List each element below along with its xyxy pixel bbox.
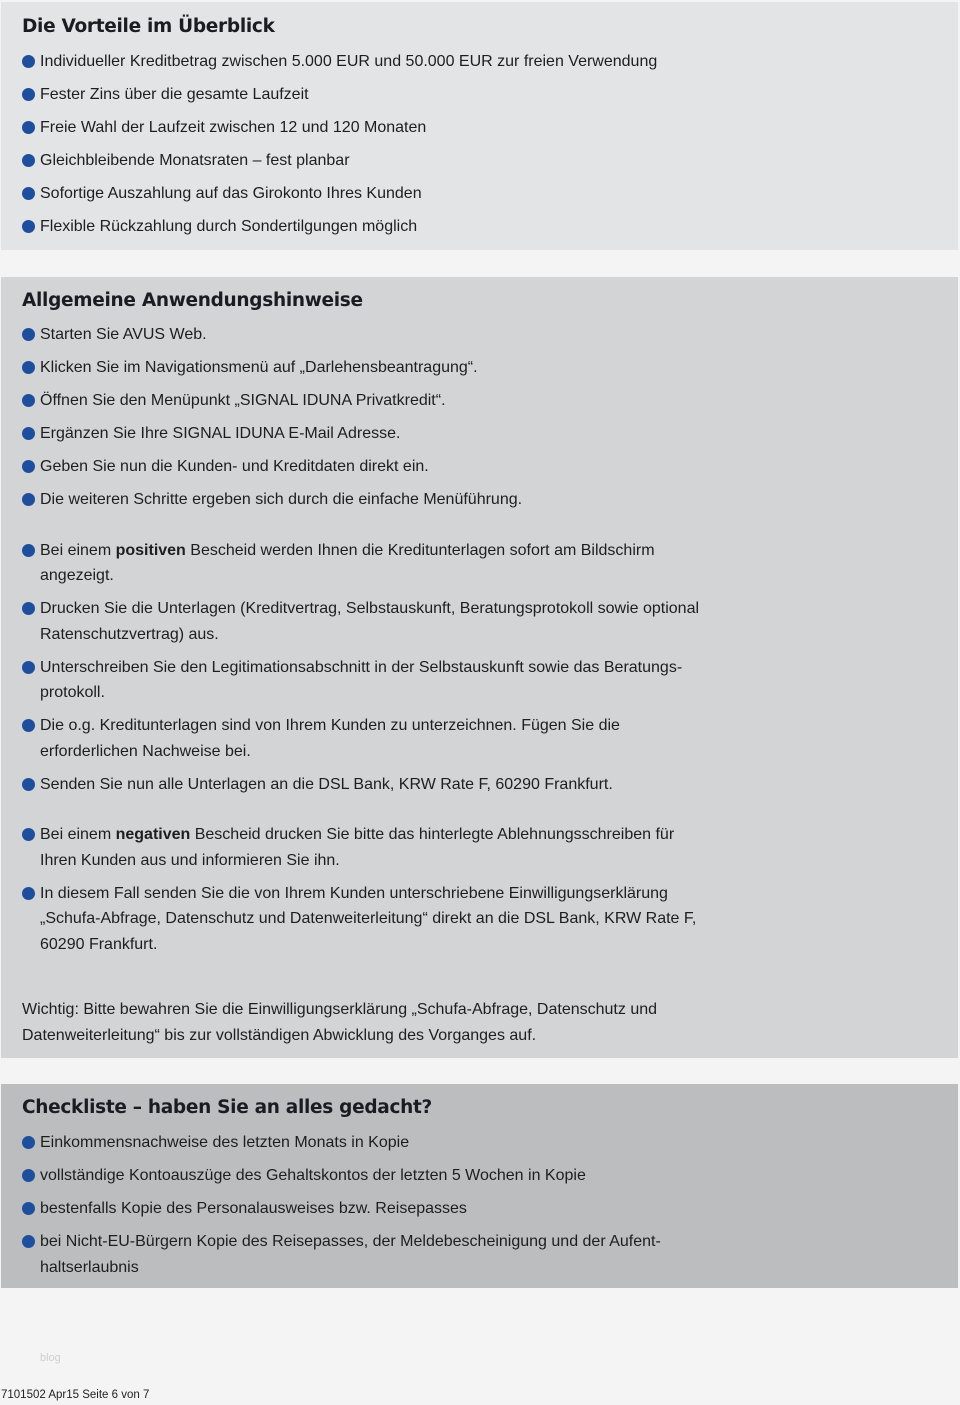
list-item: Sofortige Auszahlung auf das Girokonto Ihres Kunden [22, 181, 712, 207]
bullet-icon [22, 493, 35, 506]
bullet-icon [22, 427, 35, 440]
list-item: Gleichbleibende Monatsraten – fest planbar [22, 148, 712, 174]
list-item: Drucken Sie die Unterlagen (Kreditvertrag, Selbstauskunft, Beratungsprotokoll sowie optional Ratenschutzvertrag) aus. [22, 596, 712, 647]
bullet-icon [22, 394, 35, 407]
list-item: Individueller Kreditbetrag zwischen 5.000 EUR und 50.000 EUR zur freien Verwendung [22, 49, 712, 75]
list-item: Unterschreiben Sie den Legitimationsabschnitt in der Selbstauskunft sowie das Beratungs-protokoll. [22, 655, 712, 706]
bullet-icon [22, 88, 35, 101]
bullet-icon [22, 719, 35, 732]
section-heading: Die Vorteile im Überblick [22, 16, 275, 37]
section-heading: Allgemeine Anwendungshinweise [22, 290, 363, 311]
list-item: Ergänzen Sie Ihre SIGNAL IDUNA E-Mail Adresse. [22, 421, 712, 447]
list-item: Bei einem negativen Bescheid drucken Sie bitte das hinterlegte Ablehnungsschreiben für Ihren Kunden aus und informieren Sie ihn. [22, 822, 712, 873]
list-item: vollständige Kontoauszüge des Gehaltskontos der letzten 5 Wochen in Kopie [22, 1163, 712, 1189]
bullet-icon [22, 1136, 35, 1149]
section-heading: Checkliste – haben Sie an alles gedacht? [22, 1097, 432, 1118]
list-item: Fester Zins über die gesamte Laufzeit [22, 82, 712, 108]
checklist [22, 1130, 712, 1288]
bullet-icon [22, 887, 35, 900]
bullet-icon [22, 602, 35, 615]
important-note: Wichtig: Bitte bewahren Sie die Einwilligungserklärung „Schufa-Abfrage, Datenschutz und Datenweiterleitung“ bis zur vollständigen Abwicklung des Vorganges auf. [22, 1001, 658, 1044]
list-item: Starten Sie AVUS Web. [22, 322, 712, 348]
bullet-icon [22, 220, 35, 233]
checklist-section [1, 1084, 958, 1288]
list-item: bei Nicht-EU-Bürgern Kopie des Reisepasses, der Meldebescheinigung und der Aufent-haltserlaubnis [22, 1229, 712, 1280]
list-item: bestenfalls Kopie des Personalausweises bzw. Reisepasses [22, 1196, 712, 1222]
list-item: Freie Wahl der Laufzeit zwischen 12 und 120 Monaten [22, 115, 712, 141]
list-item: Die weiteren Schritte ergeben sich durch die einfache Menüführung. [22, 487, 712, 513]
list-item: Öffnen Sie den Menüpunkt „SIGNAL IDUNA Privatkredit“. [22, 388, 712, 414]
bullet-icon [22, 121, 35, 134]
instructions-list [22, 322, 712, 965]
list-item: In diesem Fall senden Sie die von Ihrem Kunden unterschriebene Einwilligungserklärung „Schufa-Abfrage, Datenschutz und Datenweiterleitung“ direkt an die DSL Bank, KRW Rate F, 60290 Frankfurt. [22, 881, 712, 958]
watermark: blog [40, 1352, 61, 1364]
bullet-icon [22, 1202, 35, 1215]
list-item: Bei einem positiven Bescheid werden Ihnen die Kreditunterlagen sofort am Bildschirm angezeigt. [22, 538, 712, 589]
bullet-icon [22, 828, 35, 841]
bullet-icon [22, 661, 35, 674]
bullet-icon [22, 544, 35, 557]
list-item: Klicken Sie im Navigationsmenü auf „Darlehensbeantragung“. [22, 355, 712, 381]
bullet-icon [22, 1235, 35, 1248]
bullet-icon [22, 361, 35, 374]
list-item: Geben Sie nun die Kunden- und Kreditdaten direkt ein. [22, 454, 712, 480]
page-footer: 7101502 Apr15 Seite 6 von 7 [1, 1389, 150, 1401]
list-item: Flexible Rückzahlung durch Sondertilgungen möglich [22, 214, 712, 240]
bullet-icon [22, 460, 35, 473]
bullet-icon [22, 187, 35, 200]
list-item: Einkommensnachweise des letzten Monats in Kopie [22, 1130, 712, 1156]
advantages-section [1, 2, 958, 250]
bullet-icon [22, 328, 35, 341]
list-item: Senden Sie nun alle Unterlagen an die DSL Bank, KRW Rate F, 60290 Frankfurt. [22, 772, 712, 798]
bullet-icon [22, 154, 35, 167]
list-item: Die o.g. Kreditunterlagen sind von Ihrem Kunden zu unterzeichnen. Fügen Sie die erforderlichen Nachweise bei. [22, 713, 712, 764]
bullet-icon [22, 1169, 35, 1182]
bullet-icon [22, 778, 35, 791]
bullet-icon [22, 55, 35, 68]
advantages-list [22, 49, 712, 247]
instructions-section [1, 277, 958, 1058]
